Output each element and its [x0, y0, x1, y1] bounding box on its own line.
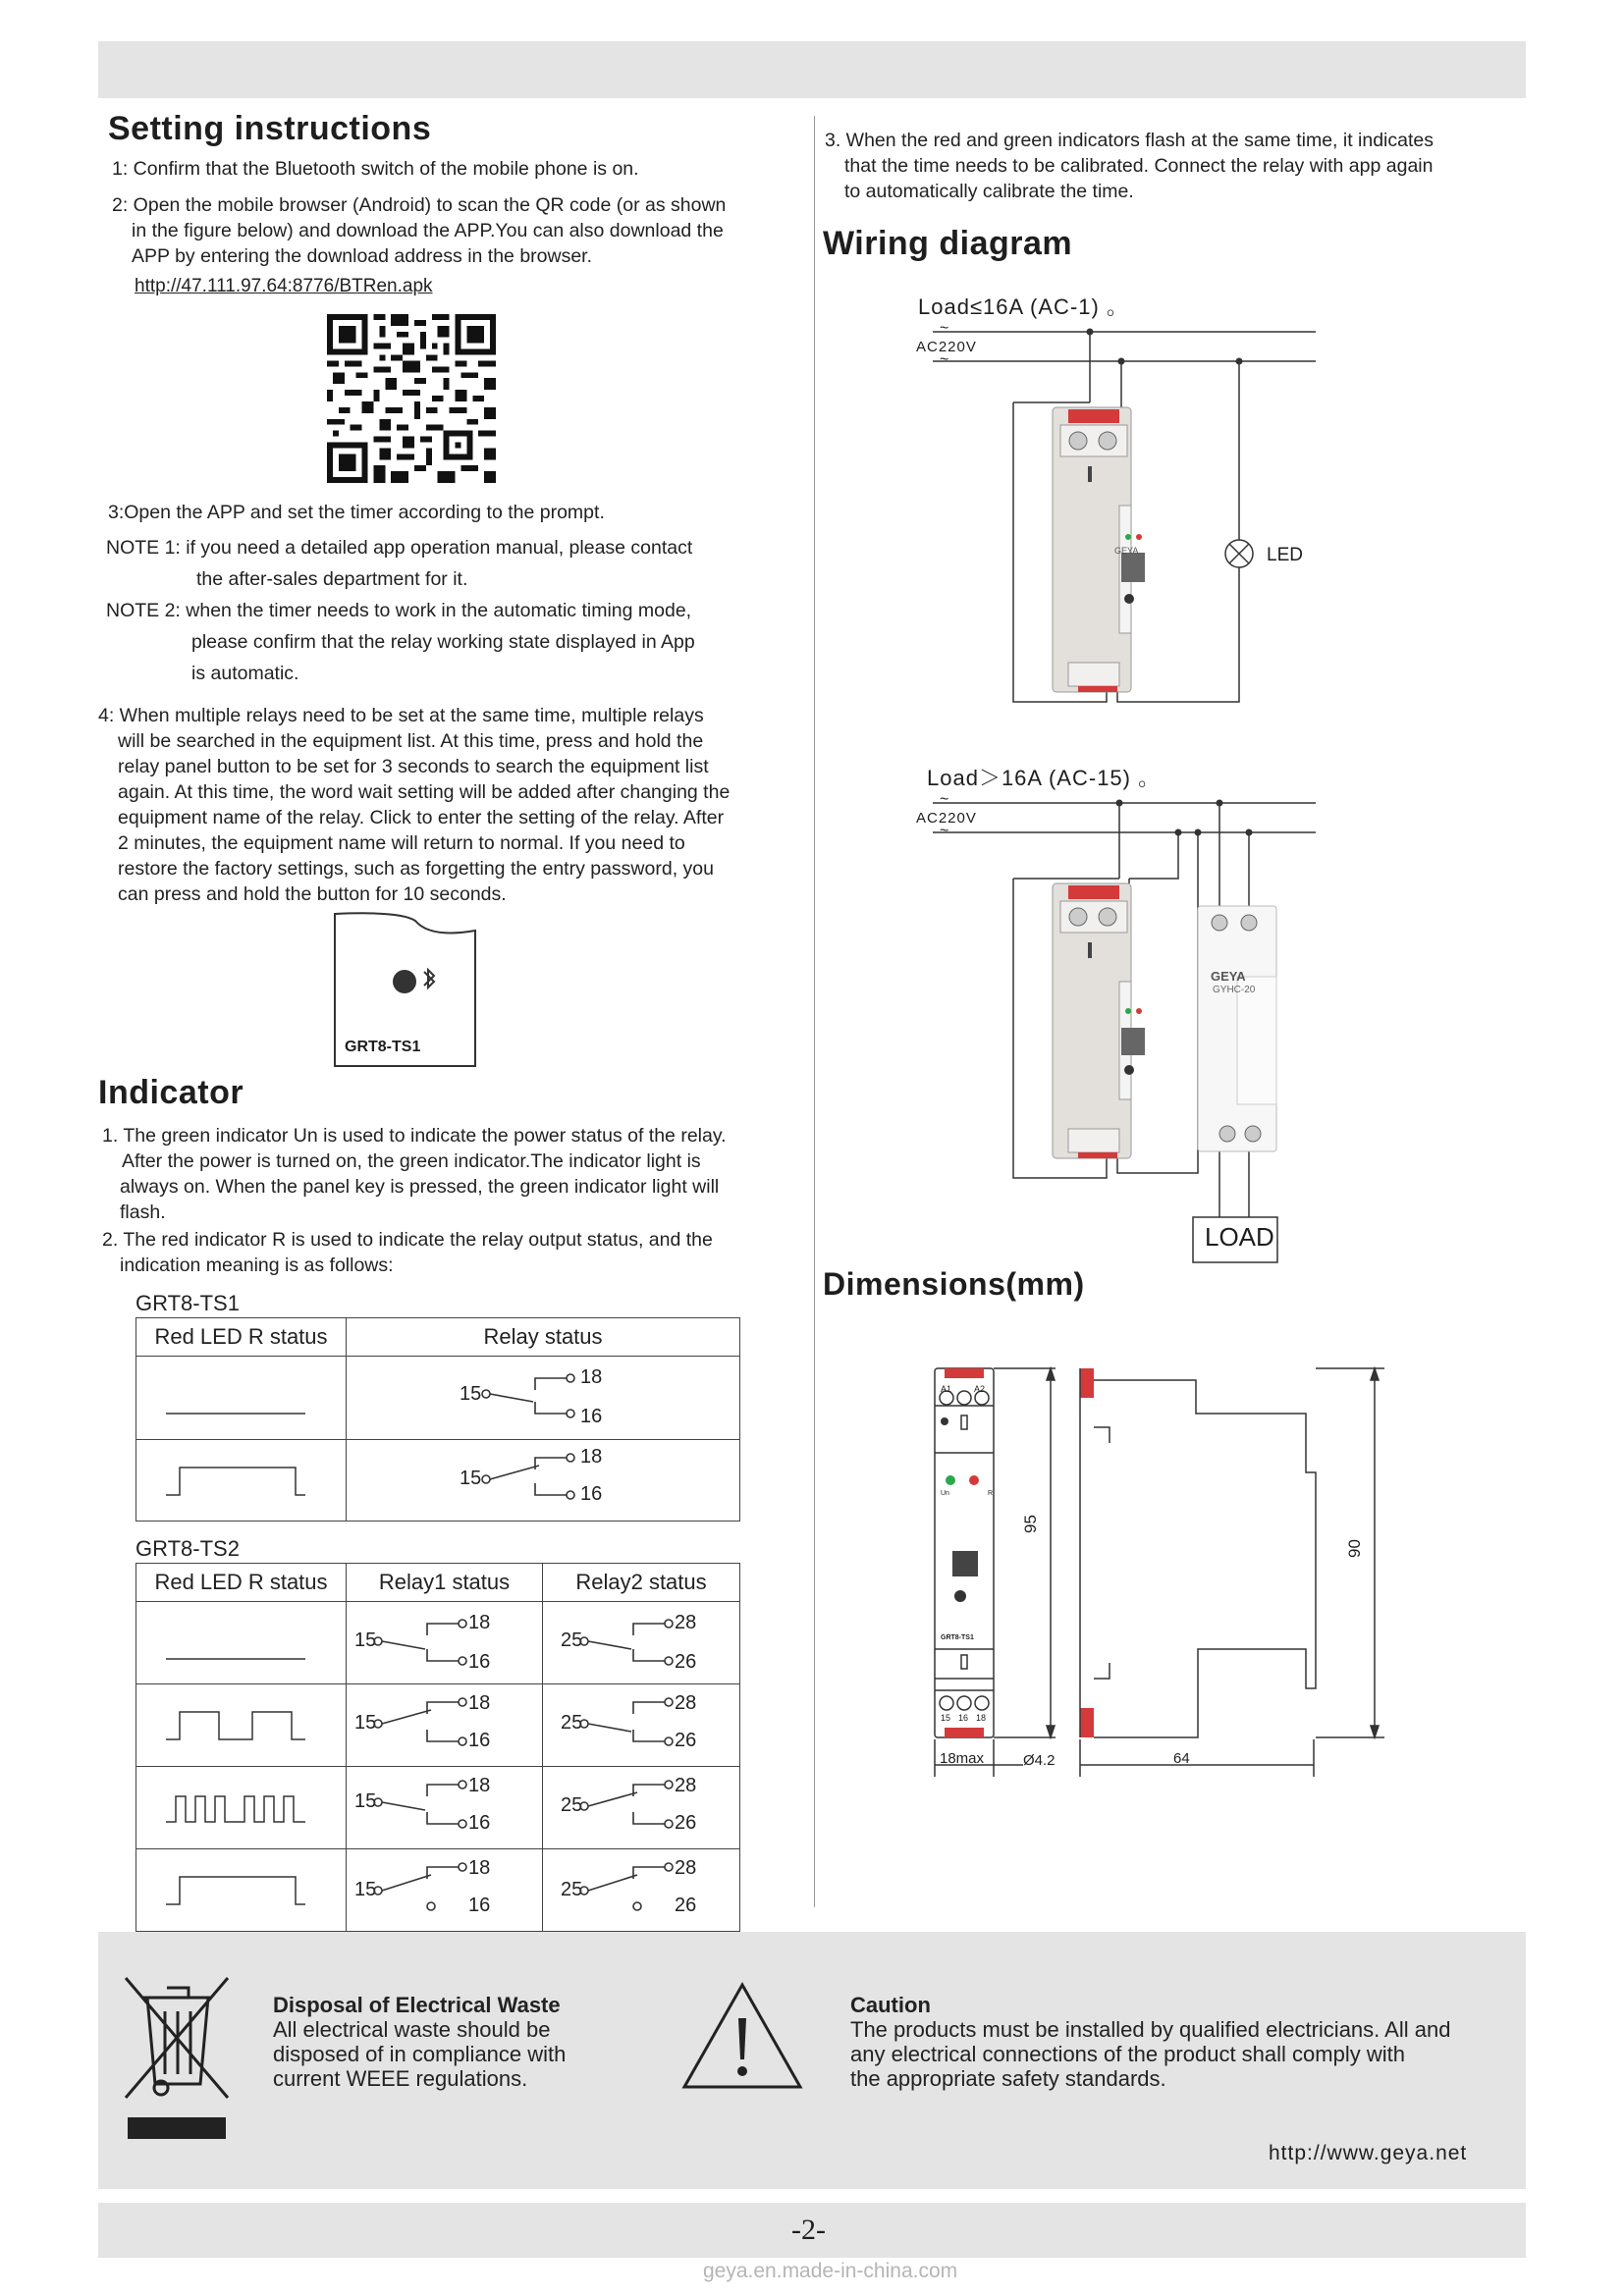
note-2: NOTE 2: when the timer needs to work in the automatic timing mode, please confirm that the relay working state displayed in App is automatic. — [106, 600, 695, 684]
led-waveform — [136, 1684, 346, 1760]
caution-title: Caution — [850, 1993, 931, 2017]
table-row: 15 18 16 25 28 26 — [136, 1684, 740, 1767]
dim-term-a1: A1 — [941, 1384, 952, 1394]
dim-un-label: Un — [941, 1490, 949, 1497]
indicator-item1: 1. The green indicator Un is used to indicate the power status of the relay. After the power is turned on, the green indicator.The indicator light is always on. When the panel key is pressed, the green indicator light will flash. — [102, 1125, 727, 1223]
led-state-off — [136, 1357, 347, 1440]
setting-step1: 1: Confirm that the Bluetooth switch of the mobile phone is on. — [112, 158, 639, 180]
ts1-header-led: Red LED R status — [136, 1318, 347, 1357]
led-waveform — [136, 1440, 346, 1515]
switch-symbol — [576, 1602, 678, 1680]
dim-model-label: GRT8-TS1 — [941, 1634, 974, 1641]
disposal-text: All electrical waste should be disposed of in compliance with current WEEE regulations. — [273, 2017, 567, 2091]
load-box-label: LOAD — [1205, 1222, 1274, 1252]
dim-height-95: 95 — [1021, 1515, 1040, 1533]
column-divider — [814, 116, 815, 1907]
page-number: -2- — [791, 2214, 826, 2246]
table-row: 15 18 16 25 28 26 — [136, 1602, 740, 1684]
switch-symbol — [576, 1849, 678, 1927]
dim-button — [954, 1590, 966, 1602]
dimensions-heading: Dimensions(mm) — [823, 1266, 1085, 1302]
ts2-caption: GRT8-TS2 — [135, 1536, 240, 1561]
load1-label: Load≤16A (AC-1) 。 — [918, 294, 1129, 319]
relay-device-2 — [1053, 883, 1145, 1158]
ts2-header-relay1: Relay1 status — [347, 1564, 543, 1602]
dim-term-18: 18 — [976, 1713, 987, 1723]
indicator-item2: 2. The red indicator R is used to indicate the relay output status, and the indication meaning is as follows: — [102, 1229, 713, 1276]
dim-width-18: 18max — [940, 1750, 985, 1767]
watermark: geya.en.made-in-china.com — [703, 2260, 958, 2282]
caution-warning-icon — [680, 1981, 804, 2091]
switch-symbol — [474, 1440, 582, 1517]
ac-label-1: AC220V — [916, 339, 977, 355]
indicator-heading: Indicator — [98, 1074, 244, 1111]
setting-step4: 4: When multiple relays need to be set at the same time, multiple relays will be searched in the equipment list. At this time, press and hold the relay panel button to be set for 3 seconds to search the equipment list again. At this time, the word wait setting will be added after changing the equipment name of the relay. Click to enter the setting of the relay. After 2 minutes, the equipment name will return to normal. If you need to restore the factory settings, such as forgetting the entry password, you can press and hold the button for 10 seconds. — [98, 705, 731, 905]
table-row — [136, 1357, 740, 1440]
ac-label-2: AC220V — [916, 810, 977, 827]
relay-brand-1: GEYA — [1114, 546, 1139, 556]
table-row: 15 18 16 25 28 26 — [136, 1767, 740, 1849]
led-label: LED — [1267, 545, 1303, 565]
header-band — [98, 41, 1526, 98]
ts2-header-led: Red LED R status — [136, 1564, 347, 1602]
switch-symbol — [370, 1602, 472, 1680]
setting-step2: 2: Open the mobile browser (Android) to scan the QR code (or as shown in the figure below) and download the APP.You can also download the APP by entering the download address in the browser. — [112, 194, 727, 267]
ts2-table — [135, 1563, 740, 1932]
dim-hole: Ø4.2 — [1023, 1752, 1056, 1769]
tilde-top-2: ~ — [940, 791, 949, 808]
download-url-link[interactable]: http://47.111.97.64:8776/BTRen.apk — [135, 276, 433, 296]
weee-bin-icon — [118, 1968, 236, 2145]
website-link[interactable]: http://www.geya.net — [1269, 2142, 1468, 2164]
disposal-title: Disposal of Electrical Waste — [273, 1993, 561, 2017]
setting-step3: 3:Open the APP and set the timer according to the prompt. — [108, 502, 605, 523]
switch-symbol — [576, 1767, 678, 1844]
ts1-table — [135, 1317, 740, 1522]
table-row: 15 18 16 25 28 26 — [136, 1849, 740, 1932]
switch-symbol — [370, 1684, 472, 1762]
dim-panel-led — [941, 1417, 948, 1425]
dim-height-90: 90 — [1345, 1539, 1364, 1558]
dim-term-15: 15 — [941, 1713, 951, 1723]
tilde-top-1: ~ — [940, 320, 949, 337]
led-waveform — [136, 1767, 346, 1842]
led-waveform — [136, 1357, 346, 1433]
qr-code-image — [327, 314, 496, 483]
switch-symbol — [576, 1684, 678, 1762]
relay-state-nc: 15 18 16 — [347, 1357, 740, 1440]
led-waveform — [136, 1849, 346, 1925]
caution-text: The products must be installed by qualified electricians. All and any electrical connections of the product shall comply with the appropriate safety standards. — [850, 2017, 1451, 2091]
load2-label: Load＞16A (AC-15) 。 — [927, 766, 1162, 790]
switch-symbol — [370, 1849, 472, 1927]
note-3: 3. When the red and green indicators flash at the same time, it indicates that the time needs to be calibrated. Connect the relay with app again to automatically calibrate the time. — [825, 130, 1435, 202]
contactor-device — [1198, 906, 1276, 1151]
panel-model-label: GRT8-TS1 — [345, 1039, 421, 1055]
ts2-header-relay2: Relay2 status — [543, 1564, 740, 1602]
wiring-diagram-ac15 — [903, 790, 1316, 1281]
led-state-on — [136, 1440, 347, 1522]
tilde-bottom-2: ~ — [940, 823, 949, 839]
tilde-bottom-1: ~ — [940, 351, 949, 368]
table-row — [136, 1440, 740, 1522]
relay-state-no: 15 18 16 — [347, 1440, 740, 1522]
switch-symbol — [474, 1357, 582, 1435]
wiring-heading: Wiring diagram — [823, 225, 1073, 262]
dim-term-a2: A2 — [974, 1384, 986, 1394]
dim-depth-64: 64 — [1173, 1750, 1190, 1767]
ts1-header-relay: Relay status — [347, 1318, 740, 1357]
panel-button-icon — [393, 970, 416, 993]
ts1-caption: GRT8-TS1 — [135, 1291, 240, 1315]
dim-r-label: R — [988, 1490, 994, 1497]
wiring-diagram-ac1 — [903, 319, 1316, 712]
switch-symbol — [370, 1767, 472, 1844]
note-1: NOTE 1: if you need a detailed app operation manual, please contact the after-sales department for it. — [106, 537, 693, 590]
contactor-brand: GEYA — [1211, 969, 1246, 984]
setting-heading: Setting instructions — [108, 110, 432, 147]
dim-term-16: 16 — [958, 1713, 969, 1723]
dimensions-drawing — [923, 1355, 1414, 1796]
dim-qr-code — [952, 1551, 978, 1576]
led-waveform — [136, 1602, 346, 1678]
contactor-model: GYHC-20 — [1213, 985, 1256, 995]
